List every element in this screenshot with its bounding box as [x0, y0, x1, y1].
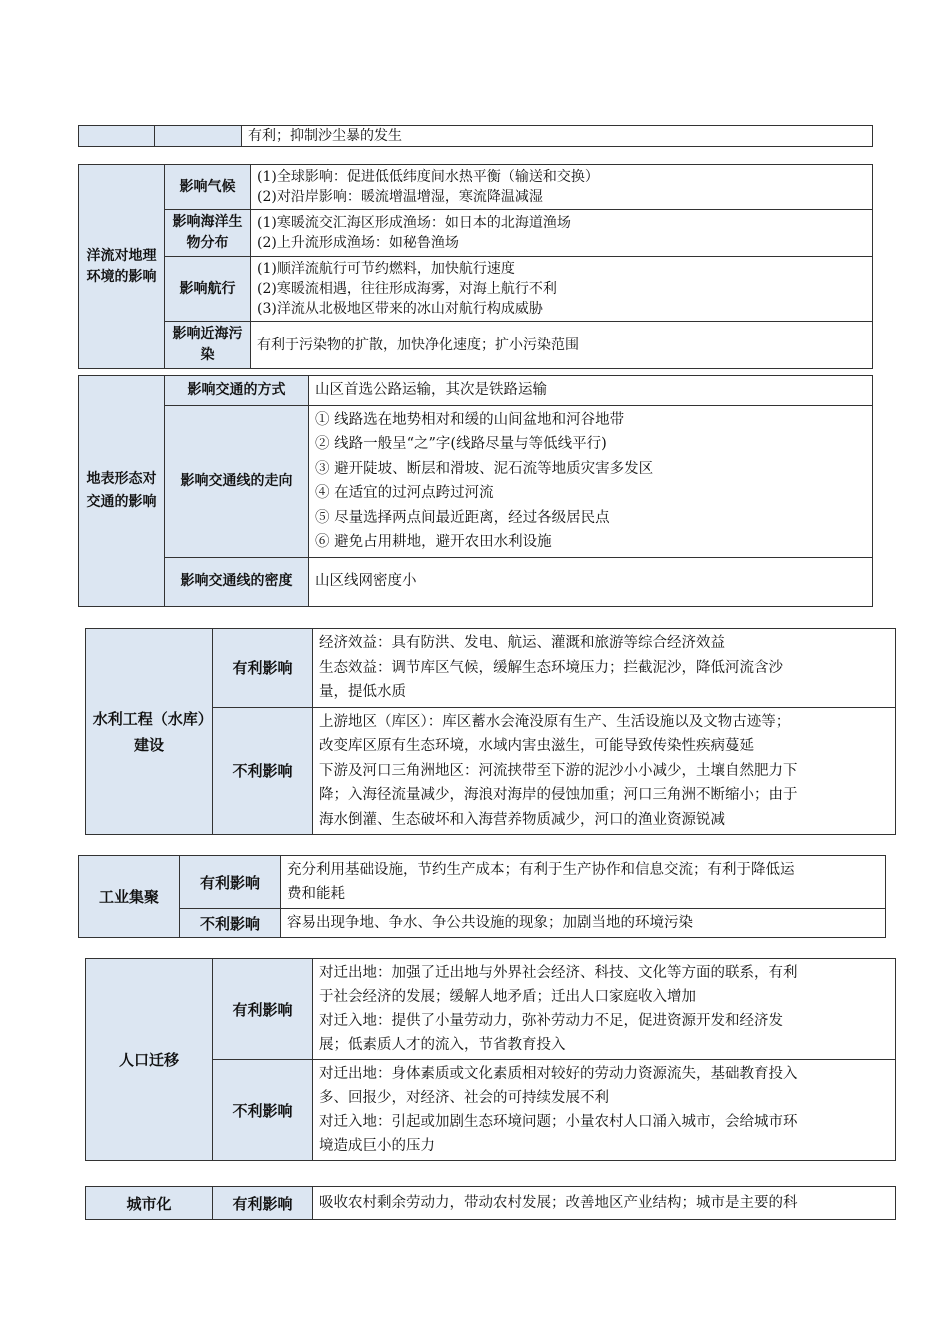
sand-control-text: 有利；抑制沙尘暴的发生	[242, 126, 873, 147]
marine-life-text: (1)寒暖流交汇海区形成渔场：如日本的北海道渔场 (2)上升流形成渔场：如秘鲁渔场	[251, 210, 873, 257]
industrial-unfavorable-text: 容易出现争地、争水、争公共设施的现象；加剧当地的环境污染	[281, 909, 886, 938]
migration-favorable-text: 对迁出地：加强了迁出地与外界社会经济、科技、文化等方面的联系，有利 于社会经济的发展；缓解人地矛盾；迁出人口家庭收入增加 对迁入地：提供了小量劳动力，弥补劳动力不足，促进资源开发和经济发 展；低素质人才的流入，节省教育投入	[313, 959, 896, 1060]
pollution-text: 有利于污染物的扩散，加快净化速度；扩小污染范围	[251, 322, 873, 369]
urbanization-title: 城市化	[86, 1187, 213, 1220]
industrial-title: 工业集聚	[79, 856, 180, 938]
water-projects-title: 水利工程（水库）建设	[86, 629, 213, 835]
industrial-favorable-text: 充分利用基础设施，节约生产成本；有利于生产协作和信息交流；有利于降低运 费和能耗	[281, 856, 886, 909]
table-water-projects	[85, 628, 896, 835]
row-label-pollution: 影响近海污染	[165, 322, 251, 369]
water-favorable-text: 经济效益：具有防洪、发电、航运、灌溉和旅游等综合经济效益 生态效益：调节库区气候，缓解生态环境压力；拦截泥沙，降低河流含沙 量，提低水质	[313, 629, 896, 708]
urbanization-favorable-text: 吸收农村剩余劳动力，带动农村发展；改善地区产业结构；城市是主要的科	[313, 1187, 896, 1220]
transport-mode-text: 山区首选公路运输，其次是铁路运输	[309, 376, 873, 406]
row-label-favorable: 有利影响	[213, 629, 313, 708]
row-label-favorable: 有利影响	[213, 1187, 313, 1220]
row-label-unfavorable: 不利影响	[213, 707, 313, 835]
navigation-text: (1)顺洋流航行可节约燃料，加快航行速度 (2)寒暖流相遇，往往形成海雾，对海上航行不利 (3)洋流从北极地区带来的冰山对航行构成威胁	[251, 257, 873, 322]
table-landforms-transport	[78, 375, 873, 607]
table-sand-control	[78, 125, 873, 147]
row-label-marine-life: 影响海洋生物分布	[165, 210, 251, 257]
row-label-unfavorable: 不利影响	[213, 1060, 313, 1161]
label-cell-empty	[79, 126, 155, 147]
table-urbanization	[85, 1186, 896, 1220]
row-label-route-density: 影响交通线的密度	[165, 557, 309, 606]
row-label-unfavorable: 不利影响	[180, 909, 281, 938]
migration-title: 人口迁移	[86, 959, 213, 1161]
landforms-title: 地表形态对交通的影响	[79, 376, 165, 607]
route-density-text: 山区线网密度小	[309, 557, 873, 606]
climate-text: (1)全球影响：促进低低纬度间水热平衡（输送和交换） (2)对沿岸影响：暖流增温增湿，寒流降温减湿	[251, 165, 873, 210]
water-unfavorable-text: 上游地区（库区）：库区蓄水会淹没原有生产、生活设施以及文物古迹等； 改变库区原有生态环境，水域内害虫滋生，可能导致传染性疾病蔓延 下游及河口三角洲地区：河流挟带至下游的泥沙小小减少，土壤自然肥力下 降；入海径流量减少，海浪对海岸的侵蚀加重；河口三角洲不断缩小；由于 海水倒灌、生态破坏和入海营养物质减少，河口的渔业资源锐减	[313, 707, 896, 835]
row-label-favorable: 有利影响	[180, 856, 281, 909]
ocean-currents-title: 洋流对地理环境的影响	[79, 165, 165, 369]
table-population-migration	[85, 958, 896, 1161]
row-label-route-direction: 影响交通线的走向	[165, 405, 309, 557]
row-label-favorable: 有利影响	[213, 959, 313, 1060]
migration-unfavorable-text: 对迁出地：身体素质或文化素质相对较好的劳动力资源流失，基础教育投入 多、回报少，对经济、社会的可持续发展不利 对迁入地：引起或加剧生态环境问题；小量农村人口涌入城市，会给城市环 境造成巨小的压力	[313, 1060, 896, 1161]
route-direction-list: ① 线路选在地势相对和缓的山间盆地和河谷地带 ② 线路一般呈“之”字(线路尽量与等低线平行) ③ 避开陡坡、断层和滑坡、泥石流等地质灾害多发区 ④ 在适宜的过河点跨过河流 ⑤ 尽量选择两点间最近距离，经过各级居民点 ⑥ 避免占用耕地，避开农田水利设施	[309, 405, 873, 557]
table-ocean-currents	[78, 164, 873, 369]
row-label-navigation: 影响航行	[165, 257, 251, 322]
row-label-transport-mode: 影响交通的方式	[165, 376, 309, 406]
row-label-climate: 影响气候	[165, 165, 251, 210]
table-industrial-agglomeration	[78, 855, 886, 938]
label-cell-empty	[155, 126, 242, 147]
